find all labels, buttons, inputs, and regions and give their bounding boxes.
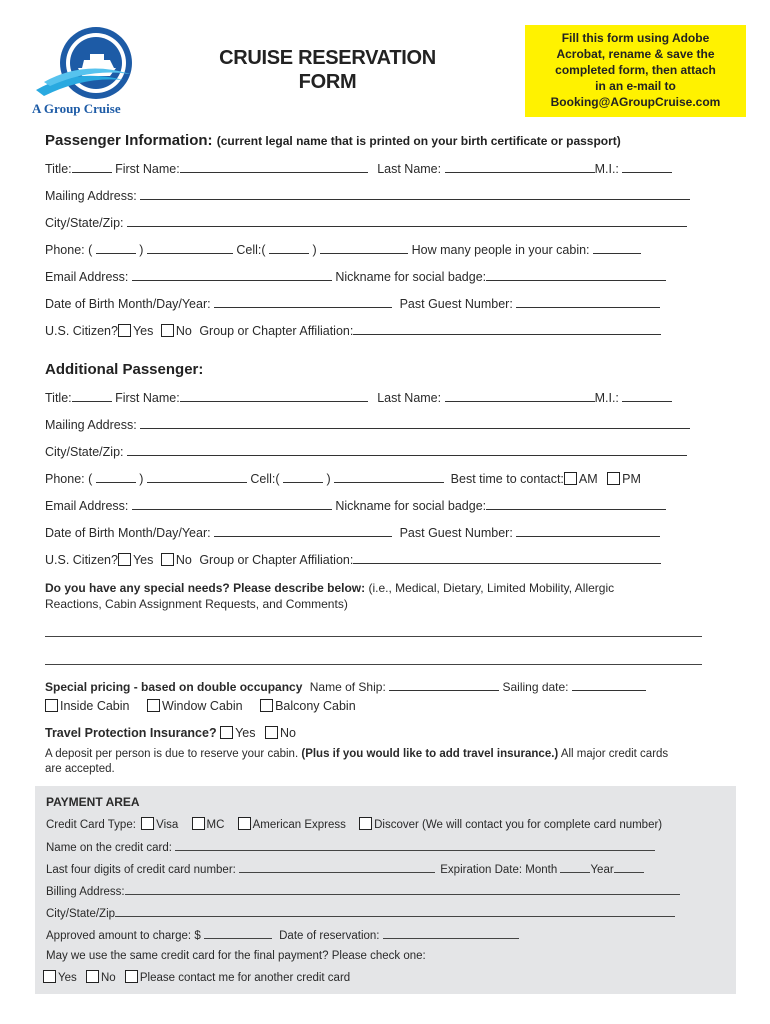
- card-name-label: Name on the credit card:: [46, 842, 172, 854]
- discover-checkbox[interactable]: [359, 817, 372, 830]
- additional-email-row: [45, 497, 702, 514]
- deposit-bold-text: (Plus if you would like to add travel insurance.): [301, 748, 559, 760]
- mi-field[interactable]: [622, 160, 672, 173]
- phone-label: Phone: (: [45, 472, 93, 486]
- passenger-phone-row: [45, 241, 702, 258]
- past-guest-label: Past Guest Number:: [399, 526, 513, 540]
- dob-label: Date of Birth Month/Day/Year:: [45, 526, 211, 540]
- balcony-cabin-checkbox[interactable]: [260, 699, 273, 712]
- phone-paren: ): [139, 472, 144, 486]
- additional-city-row: [45, 443, 702, 460]
- exp-year-field[interactable]: [614, 861, 644, 873]
- city-state-zip-field[interactable]: [127, 214, 687, 227]
- contact-other-card-label: Please contact me for another credit card: [139, 972, 351, 984]
- billing-city-label: City/State/Zip: [46, 908, 116, 920]
- mailing-address-label: Mailing Address:: [45, 189, 137, 203]
- past-guest-label: Past Guest Number:: [399, 297, 513, 311]
- card-type-row: [46, 817, 662, 832]
- add-first-name-field[interactable]: [180, 389, 368, 402]
- reservation-date-field[interactable]: [383, 927, 519, 939]
- title-line-1: CRUISE RESERVATION: [219, 47, 436, 69]
- cabin-count-field[interactable]: [593, 241, 641, 254]
- add-nickname-field[interactable]: [486, 497, 666, 510]
- insurance-row: [45, 726, 702, 741]
- cell-number-field[interactable]: [320, 241, 408, 254]
- dob-label: Date of Birth Month/Day/Year:: [45, 297, 211, 311]
- dob-field[interactable]: [214, 295, 392, 308]
- title-line-2: FORM: [298, 71, 357, 93]
- amount-field[interactable]: [204, 927, 272, 939]
- add-mi-field[interactable]: [622, 389, 672, 402]
- passenger-citizen-row: [45, 322, 702, 339]
- exp-year-label: Year: [590, 864, 614, 876]
- add-last-name-field[interactable]: [445, 389, 595, 402]
- passenger-dob-row: [45, 295, 702, 312]
- add-title-field[interactable]: [72, 389, 112, 402]
- mc-label: MC: [206, 819, 225, 831]
- last-name-label: Last Name:: [377, 391, 442, 405]
- same-card-yes-label: Yes: [58, 972, 77, 984]
- last4-label: Last four digits of credit card number:: [46, 864, 236, 876]
- cabin-type-row: [45, 699, 702, 714]
- nickname-label: Nickname for social badge:: [335, 270, 487, 284]
- city-state-zip-label: City/State/Zip:: [45, 445, 124, 459]
- billing-address-row: [46, 883, 680, 899]
- add-citizen-no-checkbox[interactable]: [161, 553, 174, 566]
- insurance-no-checkbox[interactable]: [265, 726, 278, 739]
- exp-month-field[interactable]: [560, 861, 590, 873]
- billing-city-row: [46, 905, 675, 921]
- citizen-label: U.S. Citizen?: [45, 553, 118, 567]
- title-label: Title:: [45, 162, 72, 176]
- phone-area-code-field[interactable]: [96, 241, 136, 254]
- add-phone-number-field[interactable]: [147, 470, 247, 483]
- special-pricing-row: [45, 678, 702, 695]
- phone-paren: ): [139, 243, 144, 257]
- deposit-note: [45, 747, 702, 777]
- passenger-name-row: [45, 160, 702, 177]
- citizen-yes-checkbox[interactable]: [118, 324, 131, 337]
- insurance-yes-checkbox[interactable]: [220, 726, 233, 739]
- cell-paren: ): [312, 243, 317, 257]
- add-phone-area-code-field[interactable]: [96, 470, 136, 483]
- card-name-row: [46, 839, 655, 855]
- same-card-no-checkbox[interactable]: [86, 970, 99, 983]
- billing-city-field[interactable]: [115, 905, 675, 917]
- card-type-label: Credit Card Type:: [46, 819, 136, 831]
- card-name-field[interactable]: [175, 839, 655, 851]
- citizen-yes-label: Yes: [132, 553, 154, 567]
- card-digits-row: [46, 861, 644, 877]
- cell-area-code-field[interactable]: [269, 241, 309, 254]
- add-dob-field[interactable]: [214, 524, 392, 537]
- amount-row: [46, 927, 519, 943]
- special-needs-line-1[interactable]: [45, 636, 702, 637]
- ship-name-label: Name of Ship:: [309, 680, 386, 694]
- special-needs-question: [45, 580, 702, 612]
- notice-line: in an e-mail to: [595, 79, 676, 93]
- amex-checkbox[interactable]: [238, 817, 251, 830]
- add-cell-area-code-field[interactable]: [283, 470, 323, 483]
- past-guest-field[interactable]: [516, 295, 660, 308]
- discover-label: Discover (We will contact you for complete card number): [374, 819, 663, 831]
- citizen-yes-label: Yes: [132, 324, 154, 338]
- add-email-field[interactable]: [132, 497, 332, 510]
- group-label: Group or Chapter Affiliation:: [199, 324, 354, 338]
- first-name-label: First Name:: [115, 162, 180, 176]
- pm-label: PM: [622, 472, 641, 486]
- special-needs-note: (i.e., Medical, Dietary, Limited Mobility, Allergic: [368, 581, 615, 595]
- same-card-no-label: No: [100, 972, 116, 984]
- company-logo: [34, 20, 154, 120]
- best-time-label: Best time to contact:: [450, 472, 564, 486]
- citizen-no-label: No: [175, 553, 192, 567]
- deposit-text-2: All major credit cards: [560, 748, 669, 760]
- mi-label: M.I.:: [594, 162, 619, 176]
- email-label: Email Address:: [45, 499, 129, 513]
- insurance-no-label: No: [279, 726, 296, 740]
- am-checkbox[interactable]: [564, 472, 577, 485]
- window-cabin-checkbox[interactable]: [147, 699, 160, 712]
- brand-name: A Group Cruise: [32, 101, 121, 116]
- visa-checkbox[interactable]: [141, 817, 154, 830]
- additional-phone-row: [45, 470, 702, 487]
- additional-passenger-heading: Additional Passenger:: [45, 361, 204, 378]
- contact-other-card-checkbox[interactable]: [125, 970, 138, 983]
- special-needs-note-2: Reactions, Cabin Assignment Requests, and Comments): [45, 597, 348, 611]
- group-field[interactable]: [353, 322, 661, 335]
- passenger-email-row: [45, 268, 702, 285]
- last-name-field[interactable]: [445, 160, 595, 173]
- pm-checkbox[interactable]: [607, 472, 620, 485]
- special-pricing-label: Special pricing - based on double occupancy: [45, 680, 303, 694]
- cell-label: Cell:(: [236, 243, 266, 257]
- passenger-mailing-row: [45, 187, 702, 204]
- citizen-no-label: No: [175, 324, 192, 338]
- cell-label: Cell:(: [250, 472, 280, 486]
- special-needs-label: Do you have any special needs? Please describe below:: [45, 581, 366, 595]
- cell-paren: ): [326, 472, 331, 486]
- add-group-field[interactable]: [353, 551, 661, 564]
- mailing-address-label: Mailing Address:: [45, 418, 137, 432]
- title-label: Title:: [45, 391, 72, 405]
- additional-name-row: [45, 389, 702, 406]
- deposit-text: A deposit per person is due to reserve your cabin.: [45, 748, 299, 760]
- sailing-date-label: Sailing date:: [502, 680, 569, 694]
- exp-month-label: Expiration Date: Month: [440, 864, 558, 876]
- passenger-heading-note: (current legal name that is printed on your birth certificate or passport): [216, 134, 621, 148]
- passenger-section-heading: [45, 132, 621, 149]
- notice-line: Acrobat, rename & save the: [556, 47, 715, 61]
- payment-heading: PAYMENT AREA: [46, 795, 140, 809]
- city-state-zip-label: City/State/Zip:: [45, 216, 124, 230]
- citizen-no-checkbox[interactable]: [161, 324, 174, 337]
- first-name-label: First Name:: [115, 391, 180, 405]
- same-card-yes-checkbox[interactable]: [43, 970, 56, 983]
- group-label: Group or Chapter Affiliation:: [199, 553, 354, 567]
- page-title: [190, 46, 465, 94]
- deposit-text-3: are accepted.: [45, 763, 115, 775]
- passenger-heading: Passenger Information:: [45, 132, 213, 149]
- email-label: Email Address:: [45, 270, 129, 284]
- add-cell-number-field[interactable]: [334, 470, 444, 483]
- inside-cabin-checkbox[interactable]: [45, 699, 58, 712]
- insurance-label: Travel Protection Insurance?: [45, 726, 217, 740]
- amount-label: Approved amount to charge: $: [46, 930, 201, 942]
- add-past-guest-field[interactable]: [516, 524, 660, 537]
- additional-citizen-row: [45, 551, 702, 568]
- nickname-label: Nickname for social badge:: [335, 499, 487, 513]
- reservation-date-label: Date of reservation:: [279, 930, 380, 942]
- sailing-date-field[interactable]: [572, 678, 646, 691]
- mailing-address-field[interactable]: [140, 187, 690, 200]
- last4-field[interactable]: [239, 861, 435, 873]
- phone-number-field[interactable]: [147, 241, 233, 254]
- instruction-notice: [525, 25, 746, 117]
- passenger-city-row: [45, 214, 702, 231]
- notice-line: Fill this form using Adobe: [561, 31, 710, 45]
- notice-line: completed form, then attach: [555, 63, 716, 77]
- add-mailing-address-field[interactable]: [140, 416, 690, 429]
- same-card-question: May we use the same credit card for the final payment? Please check one:: [46, 950, 426, 962]
- cruise-ship-logo-icon: [34, 20, 154, 110]
- billing-address-label: Billing Address:: [46, 886, 125, 898]
- additional-dob-row: [45, 524, 702, 541]
- inside-cabin-label: Inside Cabin: [60, 699, 130, 713]
- citizen-label: U.S. Citizen?: [45, 324, 118, 338]
- cabin-count-label: How many people in your cabin:: [411, 243, 590, 257]
- phone-label: Phone: (: [45, 243, 93, 257]
- insurance-yes-label: Yes: [235, 726, 256, 740]
- ship-name-field[interactable]: [389, 678, 499, 691]
- am-label: AM: [578, 472, 598, 486]
- additional-mailing-row: [45, 416, 702, 433]
- last-name-label: Last Name:: [377, 162, 442, 176]
- title-field[interactable]: [72, 160, 112, 173]
- amex-label: American Express: [252, 819, 346, 831]
- special-needs-line-2[interactable]: [45, 664, 702, 665]
- email-field[interactable]: [132, 268, 332, 281]
- mi-label: M.I.:: [594, 391, 619, 405]
- nickname-field[interactable]: [486, 268, 666, 281]
- first-name-field[interactable]: [180, 160, 368, 173]
- window-cabin-label: Window Cabin: [161, 699, 243, 713]
- billing-address-field[interactable]: [125, 883, 680, 895]
- add-city-state-zip-field[interactable]: [127, 443, 687, 456]
- balcony-cabin-label: Balcony Cabin: [275, 699, 356, 713]
- notice-email: Booking@AGroupCruise.com: [550, 95, 721, 109]
- visa-label: Visa: [156, 819, 179, 831]
- mc-checkbox[interactable]: [192, 817, 205, 830]
- add-citizen-yes-checkbox[interactable]: [118, 553, 131, 566]
- same-card-options: [43, 970, 350, 985]
